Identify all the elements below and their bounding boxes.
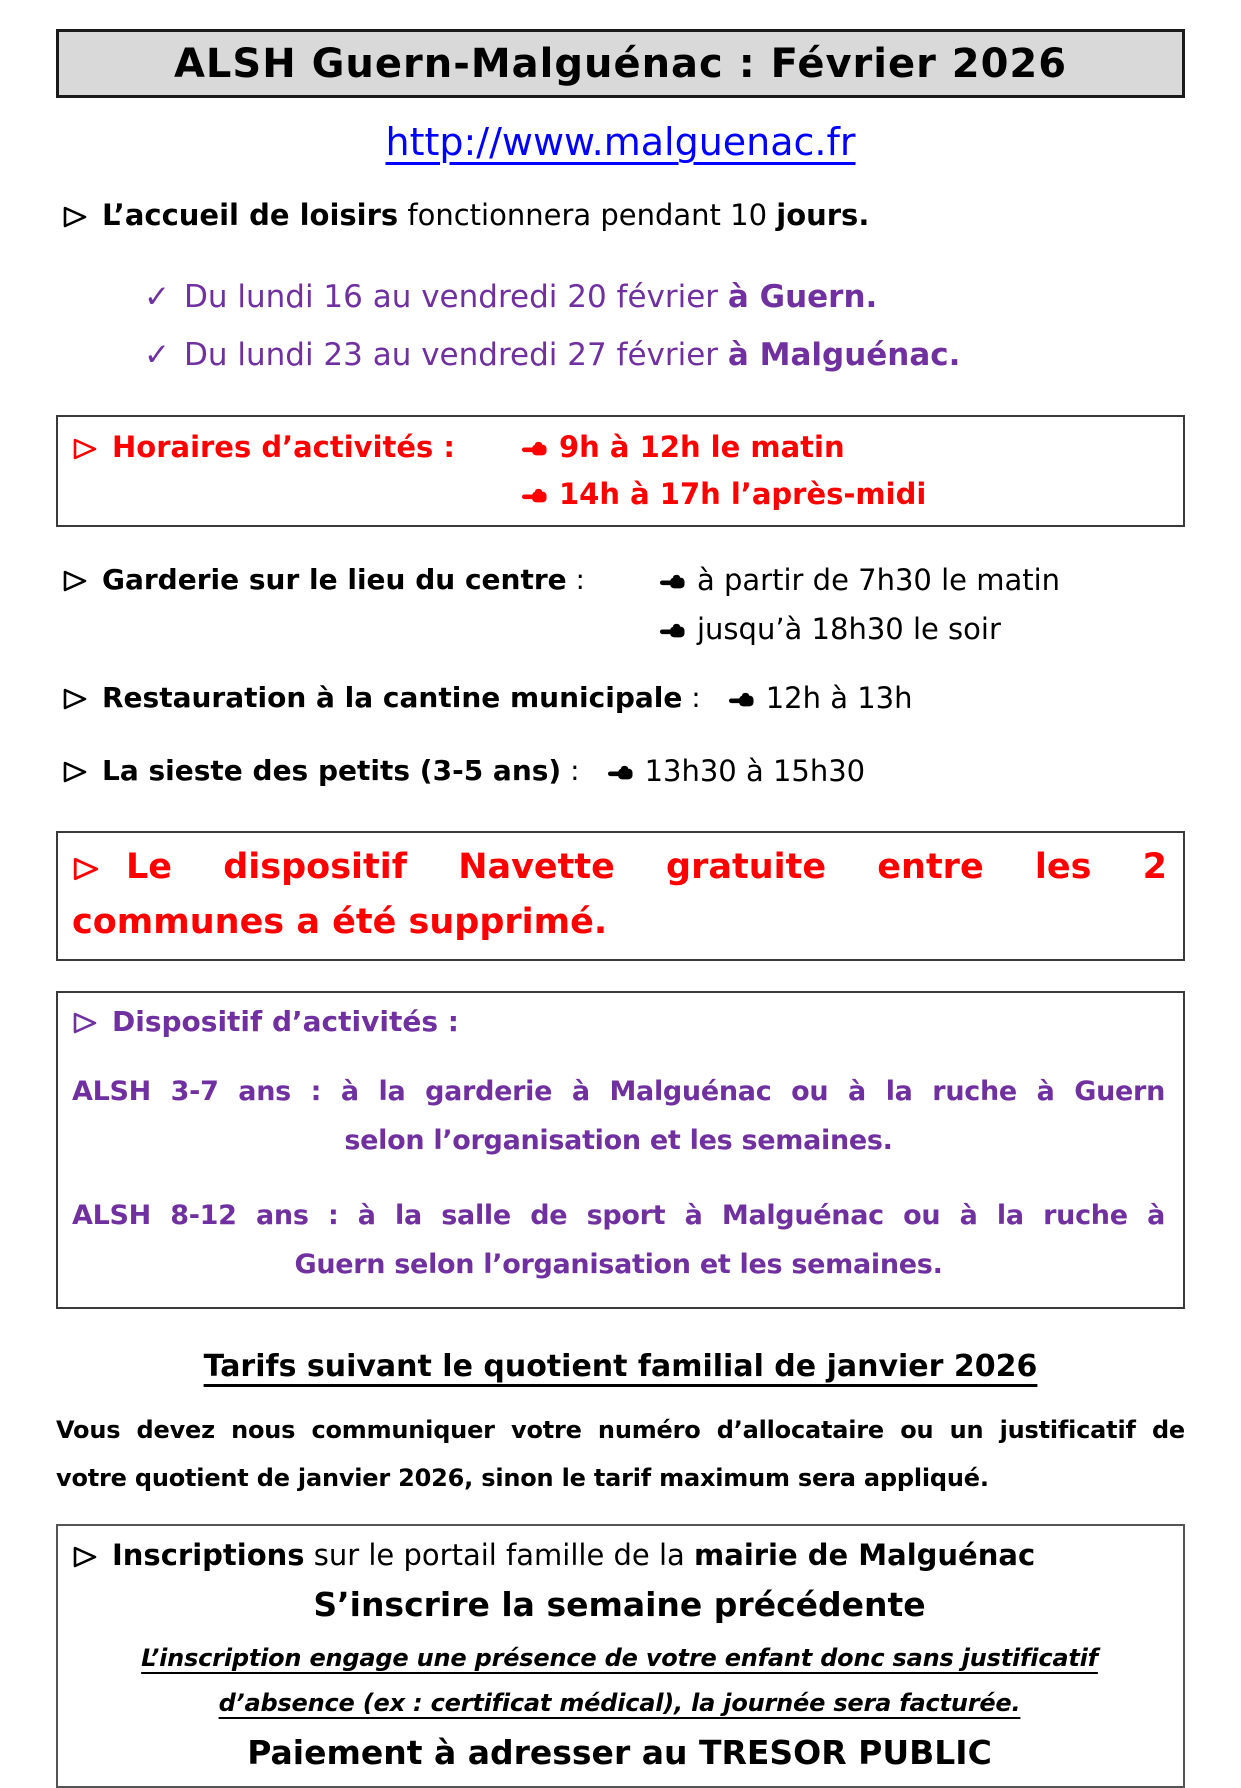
date-text: Du lundi 23 au vendredi 27 février (183, 336, 728, 373)
navette-box (56, 831, 1185, 961)
garderie-colon: : (566, 562, 585, 596)
arrowhead-bullet-icon (72, 1008, 98, 1041)
restauration-label-row (62, 679, 701, 720)
paragraph-line: ALSH 8-12 ans : à la salle de sport à Malguénac ou à la ruche à (72, 1200, 1165, 1232)
list-item (144, 335, 1185, 377)
list-item (660, 561, 1060, 600)
pointing-hand-icon (729, 679, 754, 718)
list-item (608, 752, 866, 791)
list-item (522, 428, 926, 467)
check-icon: ✓ (144, 279, 170, 315)
garderie-label: Garderie sur le lieu du centre (102, 562, 567, 596)
date-place: à Guern. (727, 279, 878, 315)
navette-line: communes a été supprimé. (72, 902, 608, 943)
horaires-label-row (72, 428, 522, 470)
note-line: d’absence (ex : certificat médical), la journée sera facturée. (218, 1688, 1021, 1717)
paragraph-line: ALSH 3-7 ans : à la garderie à Malguénac ou à la ruche à Guern (72, 1075, 1165, 1107)
horaires-label: Horaires d’activités : (112, 429, 456, 464)
accueil-normal: fonctionnera pendant 10 (398, 198, 777, 232)
accueil-bold-end: jours. (776, 198, 870, 232)
arrowhead-bullet-icon (62, 201, 88, 235)
arrowhead-bullet-icon (72, 844, 100, 897)
pointing-hand-icon (608, 752, 633, 791)
list-item (729, 679, 913, 718)
website-link[interactable]: http://www.malguenac.fr (385, 120, 856, 164)
garderie-items (660, 561, 1060, 649)
sieste-row (62, 752, 1185, 793)
restauration-label: Restauration à la cantine municipale (102, 681, 683, 715)
horaires-box (56, 415, 1185, 527)
navette-text: Le dispositif Navette gratuite entre les 2 (126, 846, 1167, 887)
engagement-note (72, 1636, 1167, 1725)
list-item (660, 610, 1060, 649)
arrowhead-bullet-icon (62, 755, 88, 793)
tarifs-paragraph (56, 1406, 1185, 1502)
inscriptions-box (56, 1524, 1185, 1788)
arrowhead-bullet-icon (62, 564, 88, 602)
pointing-hand-icon (522, 475, 547, 514)
dispositif-heading-row (72, 1005, 1165, 1041)
garderie-item: à partir de 7h30 le matin (697, 562, 1061, 597)
dispositif-paragraph (72, 1191, 1165, 1289)
sieste-item: 13h30 à 15h30 (644, 754, 866, 789)
dispositif-heading: Dispositif d’activités : (112, 1004, 459, 1038)
pointing-hand-icon (522, 428, 547, 467)
horaires-item: 9h à 12h le matin (559, 429, 845, 464)
payment-line: Paiement à adresser au TRESOR PUBLIC (247, 1733, 992, 1773)
inscriptions-line (72, 1538, 1167, 1575)
pointing-hand-icon (660, 561, 685, 600)
garderie-label-row (62, 561, 660, 602)
sieste-colon: : (561, 754, 580, 788)
arrowhead-bullet-icon (72, 431, 98, 470)
sieste-label: La sieste des petits (3-5 ans) (102, 754, 562, 788)
restauration-colon: : (682, 681, 701, 715)
dispositif-paragraph (72, 1067, 1165, 1165)
accueil-line (62, 198, 1185, 235)
check-icon: ✓ (144, 336, 170, 373)
garderie-row (62, 561, 1185, 649)
dispositif-box (56, 991, 1185, 1310)
inscriptions-bold-start: Inscriptions (112, 1538, 305, 1573)
paragraph-line: selon l’organisation et les semaines. (344, 1124, 893, 1156)
horaires-items (522, 428, 926, 514)
page-title: ALSH Guern-Malguénac : Février 2026 (173, 40, 1068, 87)
inscriptions-bold-end: mairie de Malguénac (694, 1538, 1036, 1573)
subscribe-line: S’inscrire la semaine précédente (313, 1585, 926, 1625)
arrowhead-bullet-icon (72, 1541, 98, 1575)
accueil-bold-start: L’accueil de loisirs (102, 198, 399, 232)
date-text: Du lundi 16 au vendredi 20 février (183, 279, 728, 315)
paragraph-line: votre quotient de janvier 2026, sinon le tarif maximum sera appliqué. (56, 1464, 989, 1493)
note-line: L’inscription engage une présence de votre enfant donc sans justificatif (141, 1644, 1098, 1673)
pointing-hand-icon (660, 610, 685, 649)
sieste-label-row (62, 752, 580, 793)
tarifs-heading: Tarifs suivant le quotient familial de janvier 2026 (203, 1349, 1038, 1385)
arrowhead-bullet-icon (62, 682, 88, 720)
paragraph-line: Guern selon l’organisation et les semaines. (294, 1249, 943, 1281)
date-place: à Malguénac. (727, 336, 961, 373)
horaires-item: 14h à 17h l’après-midi (559, 476, 927, 511)
dates-list (56, 277, 1185, 377)
list-item (522, 475, 926, 514)
restauration-row (62, 679, 1185, 720)
restauration-item: 12h à 13h (765, 681, 913, 716)
list-item (144, 277, 1185, 319)
title-box (56, 29, 1185, 98)
garderie-item: jusqu’à 18h30 le soir (697, 612, 1001, 647)
website-link-row (56, 120, 1185, 164)
navette-line (72, 841, 1167, 897)
paragraph-line: Vous devez nous communiquer votre numéro d’allocataire ou un justificatif de (56, 1416, 1185, 1445)
inscriptions-normal: sur le portail famille de la (304, 1538, 695, 1573)
